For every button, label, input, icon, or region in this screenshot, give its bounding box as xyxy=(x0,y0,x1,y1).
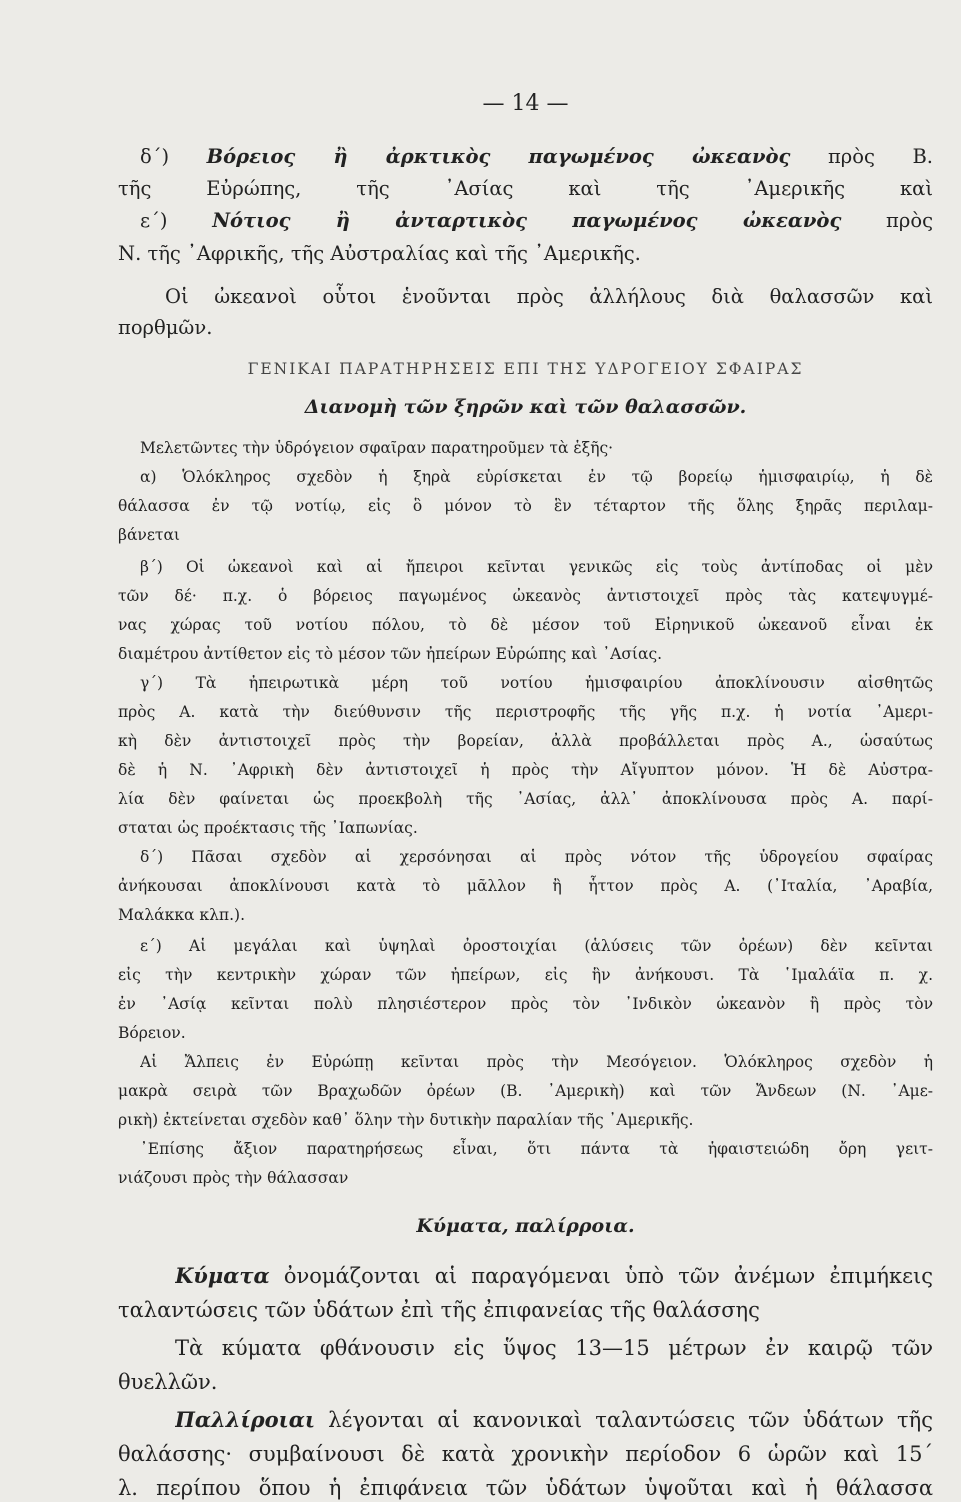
text-line: Ν. τῆς ᾿Αφρικῆς, τῆς Αὐστραλίας καὶ τῆς ᾿Αμερικῆς. xyxy=(118,242,641,265)
text-line: Μαλάκκα κλπ.). xyxy=(118,906,245,924)
page-number: — 14 — xyxy=(482,91,569,116)
text-line: τῶν δέ· π.χ. ὁ βόρειος παγωμένος ὠκεανὸς ἀντιστοιχεῖ πρὸς τὰς κατεψυγμέ- xyxy=(118,587,933,605)
text-line: θάλασσα ἐν τῷ νοτίῳ, εἰς ὃ μόνον τὸ ἓν τέταρτον τῆς ὅλης ξηρᾶς περιλαμ- xyxy=(118,497,933,515)
text-line: βάνεται xyxy=(118,526,180,544)
text-line: λία δὲν φαίνεται ὡς προεκβολὴ τῆς ᾿Ασίας, ἀλλ᾿ ἀποκλίνουσα πρὸς Α. παρί- xyxy=(118,790,933,808)
text-line: ε΄) Αἱ μεγάλαι καὶ ὑψηλαὶ ὀροστοιχίαι (ἁλύσεις τῶν ὀρέων) δὲν κεῖνται xyxy=(140,937,933,955)
text-line: τῆς Εὐρώπης, τῆς ᾿Ασίας καὶ τῆς ᾿Αμερικῆς καὶ xyxy=(118,177,933,200)
text-line: κὴ δὲν ἀντιστοιχεῖ πρὸς τὴν βορείαν, ἀλλὰ προβάλλεται πρὸς Α., ὡσαύτως xyxy=(118,732,933,750)
text-line: θαλάσσης· συμβαίνουσι δὲ κατὰ χρονικὴν περίοδον 6 ὡρῶν καὶ 15΄ xyxy=(118,1442,933,1466)
text-line: πορθμῶν. xyxy=(118,316,213,339)
text-line: εἰς τὴν κεντρικὴν χώραν τῶν ἠπείρων, εἰς ἣν ἀνήκουσι. Τὰ ῾Ιμαλάϊα π. χ. xyxy=(118,966,933,984)
text-line: α) Ὁλόκληρος σχεδὸν ἡ ξηρὰ εὑρίσκεται ἐν τῷ βορείῳ ἡμισφαιρίῳ, ἡ δὲ xyxy=(140,468,933,486)
text-line: ἐν ᾿Ασίᾳ κεῖνται πολὺ πλησιέστερον πρὸς τὸν ᾿Ινδικὸν ὠκεανὸν ἢ πρὸς τὸν xyxy=(118,995,933,1013)
text-line: σταται ὡς προέκτασις τῆς ᾿Ιαπωνίας. xyxy=(118,819,418,837)
text-line: Αἱ Ἄλπεις ἐν Εὐρώπῃ κεῖνται πρὸς τὴν Μεσόγειον. Ὁλόκληρος σχεδὸν ἡ xyxy=(140,1053,933,1071)
section-heading: ΓΕΝΙΚΑΙ ΠΑΡΑΤΗΡΗΣΕΙΣ ΕΠΙ ΤΗΣ ΥΔΡΟΓΕΙΟΥ ΣΦΑΙΡΑΣ xyxy=(247,360,804,378)
text-line: Οἱ ὠκεανοὶ οὗτοι ἑνοῦνται πρὸς ἀλλήλους διὰ θαλασσῶν καὶ xyxy=(165,285,933,308)
text-line: νιάζουσι πρὸς τὴν θάλασσαν xyxy=(118,1169,349,1187)
text-line: Βόρειον. xyxy=(118,1024,186,1042)
text-line: δὲ ἡ Ν. ᾿Αφρικὴ δὲν ἀντιστοιχεῖ ἡ πρὸς τὴν Αἴγυπτον μόνον. Ἡ δὲ Αὐστρα- xyxy=(118,761,933,779)
text-line: θυελλῶν. xyxy=(118,1370,218,1394)
section-subheading: Διανομὴ τῶν ξηρῶν καὶ τῶν θαλασσῶν. xyxy=(304,396,747,418)
text-line: πρὸς Α. κατὰ τὴν διεύθυνσιν τῆς περιστροφῆς τῆς γῆς π.χ. ἡ νοτία ᾿Αμερι- xyxy=(118,703,933,721)
text-line: Παλλίροιαι λέγονται αἱ κανονικαὶ ταλαντώσεις τῶν ὑδάτων τῆς xyxy=(175,1407,933,1432)
text-line: ταλαντώσεις τῶν ὑδάτων ἐπὶ τῆς ἐπιφανείας τῆς θαλάσσης xyxy=(118,1298,760,1322)
text-line: β΄) Οἱ ὠκεανοὶ καὶ αἱ ἤπειροι κεῖνται γενικῶς εἰς τοὺς ἀντίποδας οἱ μὲν xyxy=(140,558,933,576)
text-line: ρικὴ) ἐκτείνεται σχεδὸν καθ᾿ ὅλην τὴν δυτικὴν παραλίαν τῆς ᾿Αμερικῆς. xyxy=(118,1111,694,1129)
text-line: μακρὰ σειρὰ τῶν Βραχωδῶν ὀρέων (Β. ᾿Αμερικὴ) καὶ τῶν Ἄνδεων (Ν. ᾿Αμε- xyxy=(118,1082,933,1100)
text-line: δ΄) Βόρειος ἢ ἀρκτικὸς παγωμένος ὠκεανὸς πρὸς Β. xyxy=(140,145,933,168)
text-line: Μελετῶντες τὴν ὑδρόγειον σφαῖραν παρατηροῦμεν τὰ ἑξῆς· xyxy=(140,439,614,457)
text-line: δ΄) Πᾶσαι σχεδὸν αἱ χερσόνησαι αἱ πρὸς νότον τῆς ὑδρογείου σφαίρας xyxy=(140,848,933,866)
text-line: διαμέτρου ἀντίθετον εἰς τὸ μέσον τῶν ἠπείρων Εὐρώπης καὶ ᾿Ασίας. xyxy=(118,645,663,663)
text-line: Κύματα ὀνομάζονται αἱ παραγόμεναι ὑπὸ τῶν ἀνέμων ἐπιμήκεις xyxy=(175,1263,933,1288)
text-line: γ΄) Τὰ ἠπειρωτικὰ μέρη τοῦ νοτίου ἡμισφαιρίου ἀποκλίνουσιν αἰσθητῶς xyxy=(140,674,933,692)
waves-heading: Κύματα, παλίρροια. xyxy=(416,1215,635,1237)
text-line: ᾿Επίσης ἄξιον παρατηρήσεως εἶναι, ὅτι πάντα τὰ ἡφαιστειώδη ὄρη γειτ- xyxy=(140,1140,933,1158)
text-line: ἀνήκουσαι ἀποκλίνουσι κατὰ τὸ μᾶλλον ἢ ἧττον πρὸς Α. (᾿Ιταλία, ᾿Αραβία, xyxy=(118,877,933,895)
text-line: ε΄) Νότιος ἢ ἀνταρτικὸς παγωμένος ὠκεανὸς πρὸς xyxy=(140,209,933,232)
text-line: Τὰ κύματα φθάνουσιν εἰς ὕψος 13—15 μέτρων ἐν καιρῷ τῶν xyxy=(175,1336,933,1360)
text-line: λ. περίπου ὅπου ἡ ἐπιφάνεια τῶν ὑδάτων ὑψοῦται καὶ ἡ θάλασσα xyxy=(118,1476,933,1500)
text-line: νας χώρας τοῦ νοτίου πόλου, τὸ δὲ μέσον τοῦ Εἰρηνικοῦ ὠκεανοῦ εἶναι ἐκ xyxy=(118,616,933,634)
